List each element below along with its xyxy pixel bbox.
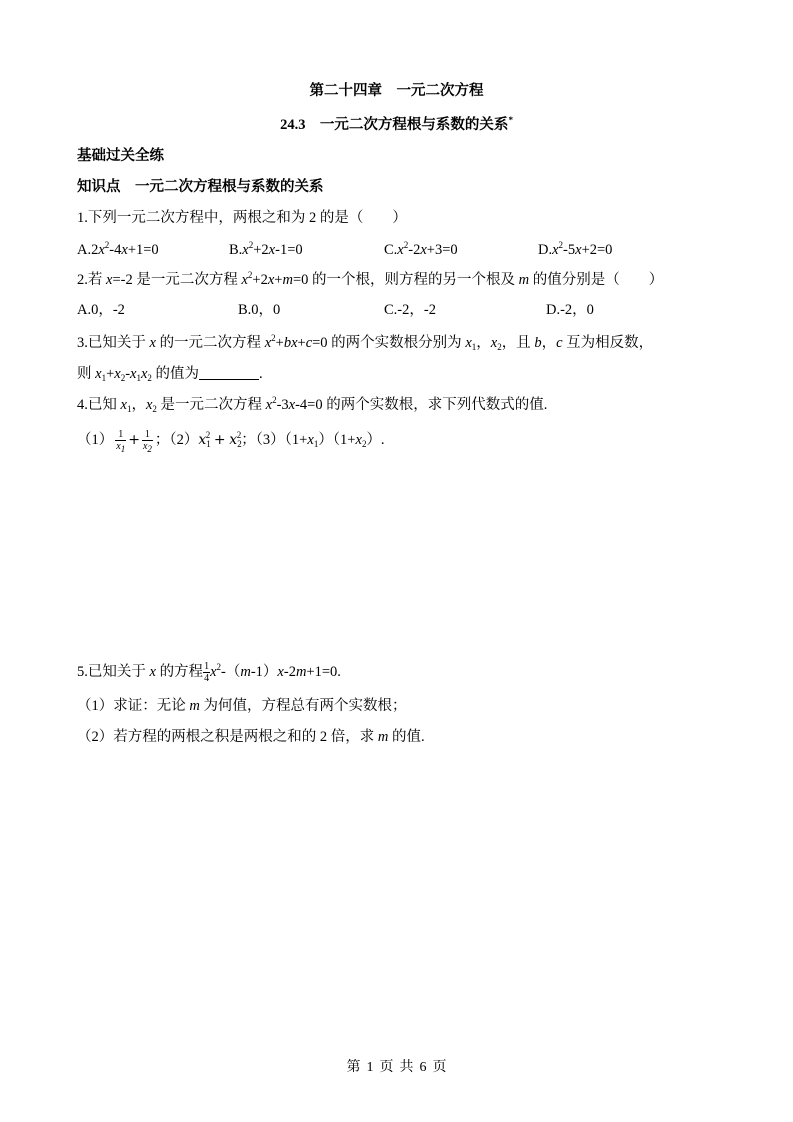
section-title	[0, 116, 793, 134]
page-footer	[0, 1056, 793, 1076]
question-2-stem: 2.若 x=-2 是一元二次方程 $x^2+2x+m=0$ 的一个根，则方程的另一个根及 m 的值分别是（ ）	[77, 270, 664, 288]
question-4-stem: 4.已知 $x_1$，$x_2$ 是一元二次方程 $x^2-3x-4=0$ 的两个实数根，求下列代数式的值.	[77, 395, 548, 414]
page-number: 1	[366, 1060, 374, 1075]
question-5-part-1: （1）求证：无论 m 为何值，方程总有两个实数根；	[77, 698, 407, 714]
q2-option-c[interactable]: C.-2，-2	[384, 302, 436, 318]
question-1-stem: 1.下列一元二次方程中，两根之和为 2 的是（ ）	[77, 210, 407, 226]
section-mark: *	[508, 115, 513, 125]
question-5-part-2: （2）若方程的两根之积是两根之和的 2 倍，求 m 的值.	[77, 729, 425, 745]
question-3-line-1: 3.已知关于 x 的一元二次方程 $x^2+bx+c=0$ 的两个实数根分别为 $x_1$，$x_2$，且 b，c 互为相反数，	[77, 333, 654, 352]
knowledge-point-heading: 知识点 一元二次方程根与系数的关系	[77, 179, 324, 195]
q1-option-d[interactable]: $D.x^2-5x+2=0$	[538, 240, 613, 258]
total-pages: 6	[419, 1060, 427, 1075]
q2-option-b[interactable]: B.0，0	[238, 302, 281, 318]
practice-heading: 基础过关全练	[77, 148, 164, 164]
chapter-title-text: 第二十四章 一元二次方程	[309, 83, 484, 99]
footer-di: 第	[346, 1060, 361, 1075]
question-2-options	[77, 301, 717, 319]
fraction-1-over-x1: $\frac{1}{x_1}$	[116, 429, 126, 455]
fraction-one-quarter: $\frac{1}{4}$	[204, 661, 210, 685]
q2-option-a[interactable]: A.0，-2	[77, 302, 125, 318]
q2-option-d[interactable]: D.-2，0	[546, 302, 594, 318]
section-title-text: 24.3 一元二次方程根与系数的关系	[280, 117, 509, 133]
answer-blank[interactable]	[199, 365, 259, 380]
question-3-line-2: 则 $x_1+x_2-x_1x_2$ 的值为 .	[77, 366, 263, 383]
footer-ye: 页	[379, 1060, 394, 1075]
chapter-title	[0, 82, 793, 100]
question-4-subparts: （1） $\frac{1}{x_1}$ + $\frac{1}{x_2}$ ；$(2)x_1^2 + x_2^2$；$(3)(1+x_1)(1+x_2)$.	[77, 429, 385, 455]
footer-gong: 共	[399, 1060, 414, 1075]
question-1-options	[77, 241, 717, 259]
footer-ye-2: 页	[432, 1060, 447, 1075]
q1-option-c[interactable]: $C.x^2-2x+3=0$	[384, 240, 458, 258]
q1-option-b[interactable]: $B.x^2+2x-1=0$	[229, 240, 303, 258]
fraction-1-over-x2: $\frac{1}{x_2}$	[142, 429, 152, 455]
question-5-stem: 5.已知关于 x 的方程 $\frac{1}{4}$ $x^2-(m-1)x-2m+1=0$.	[77, 661, 341, 685]
q1-option-a[interactable]: $A.2x^2-4x+1=0$	[77, 240, 159, 258]
